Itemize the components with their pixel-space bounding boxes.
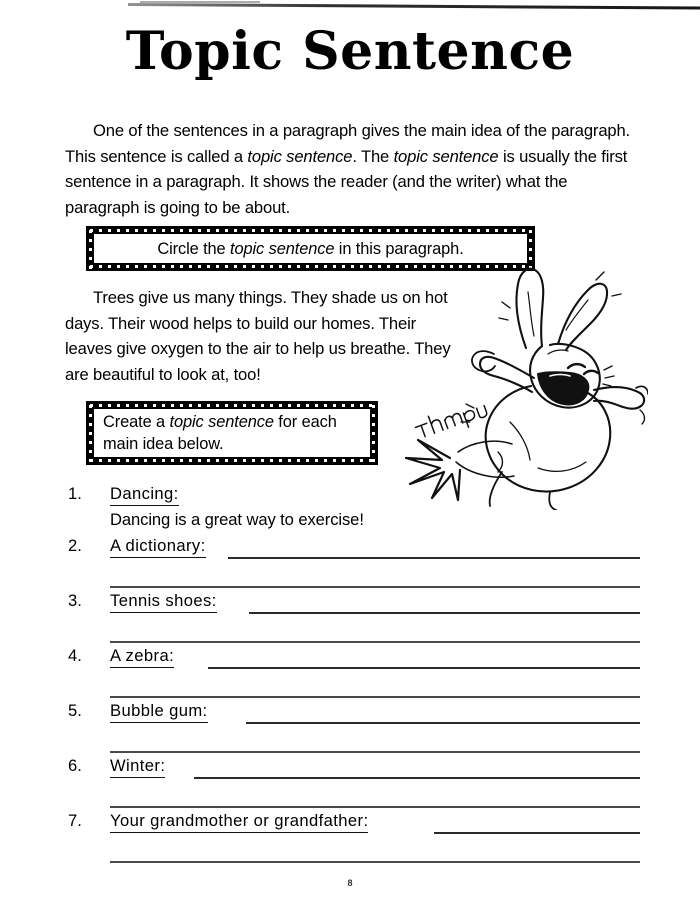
exercise-answer-line-2[interactable] bbox=[110, 586, 640, 588]
exercise-answer-line-1[interactable] bbox=[249, 612, 640, 614]
instruction-2-part1: Create a bbox=[103, 413, 170, 431]
exercise-item-1 bbox=[0, 484, 700, 536]
exercise-number: 7. bbox=[68, 811, 82, 830]
exercise-item-6 bbox=[0, 756, 700, 811]
instruction-box-2-text bbox=[103, 411, 360, 455]
sample-paragraph: Trees give us many things. They shade us on hot days. Their wood helps to build our homes. Their leaves give oxygen to the air to help us breathe. They are beautiful to look at, too! bbox=[65, 288, 451, 384]
instruction-2-emphasis: topic sentence bbox=[169, 413, 274, 431]
instruction-2-part2: for each main idea below. bbox=[103, 413, 337, 453]
exercise-label: Your grandmother or grandfather: bbox=[110, 811, 368, 833]
exercise-label: Winter: bbox=[110, 756, 165, 778]
intro-text-part3: is usually the first sentence in a paragraph. It shows the reader (and the writer) what the paragraph is going to be about. bbox=[65, 146, 628, 217]
exercise-label: A dictionary: bbox=[110, 536, 206, 558]
exercise-answer-line-1[interactable] bbox=[434, 832, 640, 834]
intro-emphasis-2: topic sentence bbox=[393, 146, 499, 166]
exercise-label: Tennis shoes: bbox=[110, 591, 217, 613]
exercise-answer-line-2[interactable] bbox=[110, 806, 640, 808]
exercise-label: Dancing: bbox=[110, 484, 179, 506]
instruction-box-1-inner bbox=[94, 234, 527, 263]
instruction-1-part1: Circle the bbox=[157, 239, 231, 258]
exercise-number: 4. bbox=[68, 646, 82, 665]
instruction-box-create-topic-sentence bbox=[86, 401, 378, 465]
exercise-item-5 bbox=[0, 701, 700, 756]
exercise-answer-line-1[interactable] bbox=[246, 722, 640, 724]
exercise-number: 1. bbox=[68, 484, 82, 503]
exercise-answer-line-2[interactable] bbox=[110, 641, 640, 643]
intro-paragraph bbox=[65, 118, 637, 220]
exercise-answer-line-1[interactable] bbox=[228, 557, 640, 559]
exercise-answer-line-1[interactable] bbox=[208, 667, 640, 669]
exercise-number: 6. bbox=[68, 756, 82, 775]
intro-text-part2: . The bbox=[352, 146, 394, 166]
exercise-number: 3. bbox=[68, 591, 82, 610]
exercise-number: 5. bbox=[68, 701, 82, 720]
exercise-item-3 bbox=[0, 591, 700, 646]
exercise-item-2 bbox=[0, 536, 700, 591]
exercise-answer-line-2[interactable] bbox=[110, 751, 640, 753]
exercise-answer-line-2[interactable] bbox=[110, 861, 640, 863]
exercise-item-7 bbox=[0, 811, 700, 866]
intro-emphasis-1: topic sentence bbox=[247, 146, 353, 166]
exercise-answer-text: Dancing is a great way to exercise! bbox=[110, 510, 364, 529]
page-number: 8 bbox=[347, 878, 353, 888]
exercise-label: Bubble gum: bbox=[110, 701, 208, 723]
scan-edge-artifact bbox=[128, 3, 700, 9]
exercise-answer-line-1[interactable] bbox=[194, 777, 640, 779]
intro-text-part1: One of the sentences in a paragraph gives the main idea of the paragraph. This sentence is called a bbox=[65, 121, 631, 166]
exercise-list bbox=[0, 484, 700, 866]
instruction-box-2-inner bbox=[94, 409, 370, 457]
exercise-answer-line-2[interactable] bbox=[110, 696, 640, 698]
instruction-1-part2: in this paragraph. bbox=[334, 239, 464, 258]
exercise-item-4 bbox=[0, 646, 700, 701]
exercise-label: A zebra: bbox=[110, 646, 174, 668]
scan-edge-artifact-secondary bbox=[140, 1, 260, 3]
rabbit-illustration bbox=[398, 262, 648, 510]
page-title: Topic Sentence bbox=[125, 21, 575, 82]
instruction-box-1-text bbox=[104, 238, 517, 260]
exercise-number: 2. bbox=[68, 536, 82, 555]
instruction-1-emphasis: topic sentence bbox=[230, 239, 335, 258]
